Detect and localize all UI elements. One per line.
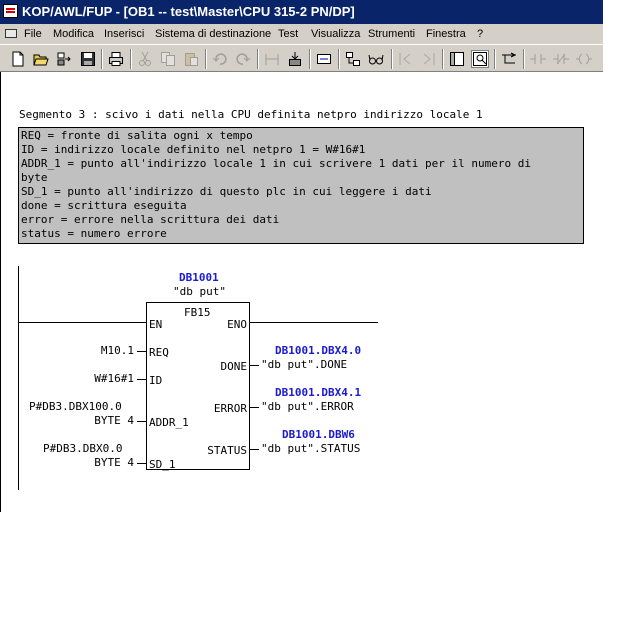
- pin-status: STATUS: [207, 444, 247, 457]
- error-address[interactable]: DB1001.DBX4.1: [275, 386, 362, 399]
- addr1-length[interactable]: BYTE 4: [94, 414, 134, 427]
- toolbar-separator: [309, 49, 311, 69]
- editor-area[interactable]: [0, 72, 603, 512]
- menu-bar: [0, 24, 603, 44]
- comment-line: done = scrittura eseguita: [21, 199, 187, 212]
- save-icon[interactable]: [80, 51, 96, 67]
- pin-done: DONE: [220, 360, 247, 373]
- pin-id: ID: [149, 374, 163, 387]
- addr1-operand[interactable]: P#DB3.DBX100.0: [29, 400, 122, 413]
- copy-icon[interactable]: [160, 51, 176, 67]
- pin-sd-1: SD_1: [149, 458, 176, 471]
- menu-finestra[interactable]: Finestra: [426, 28, 466, 40]
- done-symbol[interactable]: "db put".DONE: [261, 358, 348, 371]
- overview-icon[interactable]: [449, 51, 465, 67]
- title-bar: [0, 0, 603, 24]
- menu-visualizza[interactable]: Visualizza: [311, 28, 361, 40]
- coil-icon[interactable]: [576, 51, 592, 67]
- previous-network-icon[interactable]: [398, 51, 414, 67]
- fb-number: FB15: [184, 306, 211, 319]
- toolbar-separator: [523, 49, 525, 69]
- editor-edge: [601, 72, 603, 512]
- next-network-icon[interactable]: [420, 51, 436, 67]
- cut-icon[interactable]: [137, 51, 153, 67]
- ladder-elements-icon[interactable]: [264, 51, 280, 67]
- configure-network-icon[interactable]: [345, 51, 361, 67]
- menu-inserisci[interactable]: Inserisci: [104, 28, 145, 40]
- instance-db[interactable]: DB1001: [179, 271, 219, 284]
- pin-en: EN: [149, 318, 163, 331]
- segment-header[interactable]: Segmento 3 : scivo i dati nella CPU definita netpro indirizzo locale 1: [19, 108, 483, 121]
- segment-comment[interactable]: [18, 127, 584, 244]
- req-stub: [137, 351, 146, 352]
- done-stub: [250, 365, 259, 366]
- pin-addr-1: ADDR_1: [149, 416, 189, 429]
- status-symbol[interactable]: "db put".STATUS: [261, 442, 361, 455]
- open-icon[interactable]: [33, 51, 49, 67]
- power-rail: [18, 266, 19, 490]
- comment-line: ID = indirizzo locale definito nel netpro 1 = W#16#1: [21, 143, 366, 156]
- addr1-stub: [137, 421, 146, 422]
- document-menu-icon[interactable]: [5, 29, 17, 38]
- print-icon[interactable]: [108, 51, 124, 67]
- normally-open-contact-icon[interactable]: [530, 51, 546, 67]
- branch-icon[interactable]: [501, 51, 517, 67]
- menu-strumenti[interactable]: Strumenti: [368, 28, 416, 40]
- status-stub: [250, 449, 259, 450]
- redo-icon[interactable]: [235, 51, 251, 67]
- comment-line: REQ = fronte di salita ogni x tempo: [21, 129, 253, 142]
- toolbar-separator: [205, 49, 207, 69]
- toolbar-separator: [338, 49, 340, 69]
- pin-error: ERROR: [213, 402, 247, 415]
- undo-icon[interactable]: [212, 51, 228, 67]
- toolbar: [0, 44, 603, 72]
- comment-line: SD_1 = punto all'indirizzo di questo plc in cui leggere i dati: [21, 185, 432, 198]
- status-address[interactable]: DB1001.DBW6: [282, 428, 355, 441]
- menu-file[interactable]: File: [24, 28, 42, 40]
- error-symbol[interactable]: "db put".ERROR: [261, 400, 354, 413]
- sd1-length[interactable]: BYTE 4: [94, 456, 134, 469]
- details-icon[interactable]: [472, 51, 488, 67]
- new-icon[interactable]: [10, 51, 26, 67]
- download-icon[interactable]: [287, 51, 303, 67]
- pin-eno: ENO: [227, 318, 247, 331]
- toolbar-separator: [442, 49, 444, 69]
- comment-line: error = errore nella scrittura dei dati: [21, 213, 280, 226]
- toolbar-separator: [130, 49, 132, 69]
- error-stub: [250, 407, 259, 408]
- menu-help[interactable]: ?: [477, 28, 484, 40]
- instance-db-symbol[interactable]: "db put": [173, 285, 226, 298]
- pin-req: REQ: [149, 346, 169, 359]
- toolbar-separator: [391, 49, 393, 69]
- menu-sistema-di-destinazione[interactable]: Sistema di destinazione: [155, 28, 272, 40]
- monitor-icon[interactable]: [316, 51, 332, 67]
- id-stub: [137, 379, 146, 380]
- comment-line: status = numero errore: [21, 227, 167, 240]
- comment-line: byte: [21, 171, 48, 184]
- sd1-stub: [137, 463, 146, 464]
- done-address[interactable]: DB1001.DBX4.0: [275, 344, 362, 357]
- menu-modifica[interactable]: Modifica: [53, 28, 94, 40]
- sd1-operand[interactable]: P#DB3.DBX0.0: [43, 442, 123, 455]
- comment-line: ADDR_1 = punto all'indirizzo locale 1 in cui scrivere 1 dati per il numero di: [21, 157, 531, 170]
- window-title: KOP/AWL/FUP - [OB1 -- test\Master\CPU 315-2 PN/DP]: [22, 4, 355, 19]
- toolbar-separator: [494, 49, 496, 69]
- function-block[interactable]: [146, 302, 250, 470]
- glasses-icon[interactable]: [368, 51, 384, 67]
- eno-rung: [250, 322, 378, 323]
- menu-test[interactable]: Test: [278, 28, 299, 40]
- id-operand[interactable]: W#16#1: [94, 372, 134, 385]
- app-icon[interactable]: [3, 4, 18, 18]
- paste-icon[interactable]: [183, 51, 199, 67]
- normally-closed-contact-icon[interactable]: [553, 51, 569, 67]
- accessible-nodes-icon[interactable]: [56, 51, 72, 67]
- req-operand[interactable]: M10.1: [100, 344, 134, 357]
- toolbar-separator: [257, 49, 259, 69]
- toolbar-separator: [101, 49, 103, 69]
- en-rung: [18, 322, 146, 323]
